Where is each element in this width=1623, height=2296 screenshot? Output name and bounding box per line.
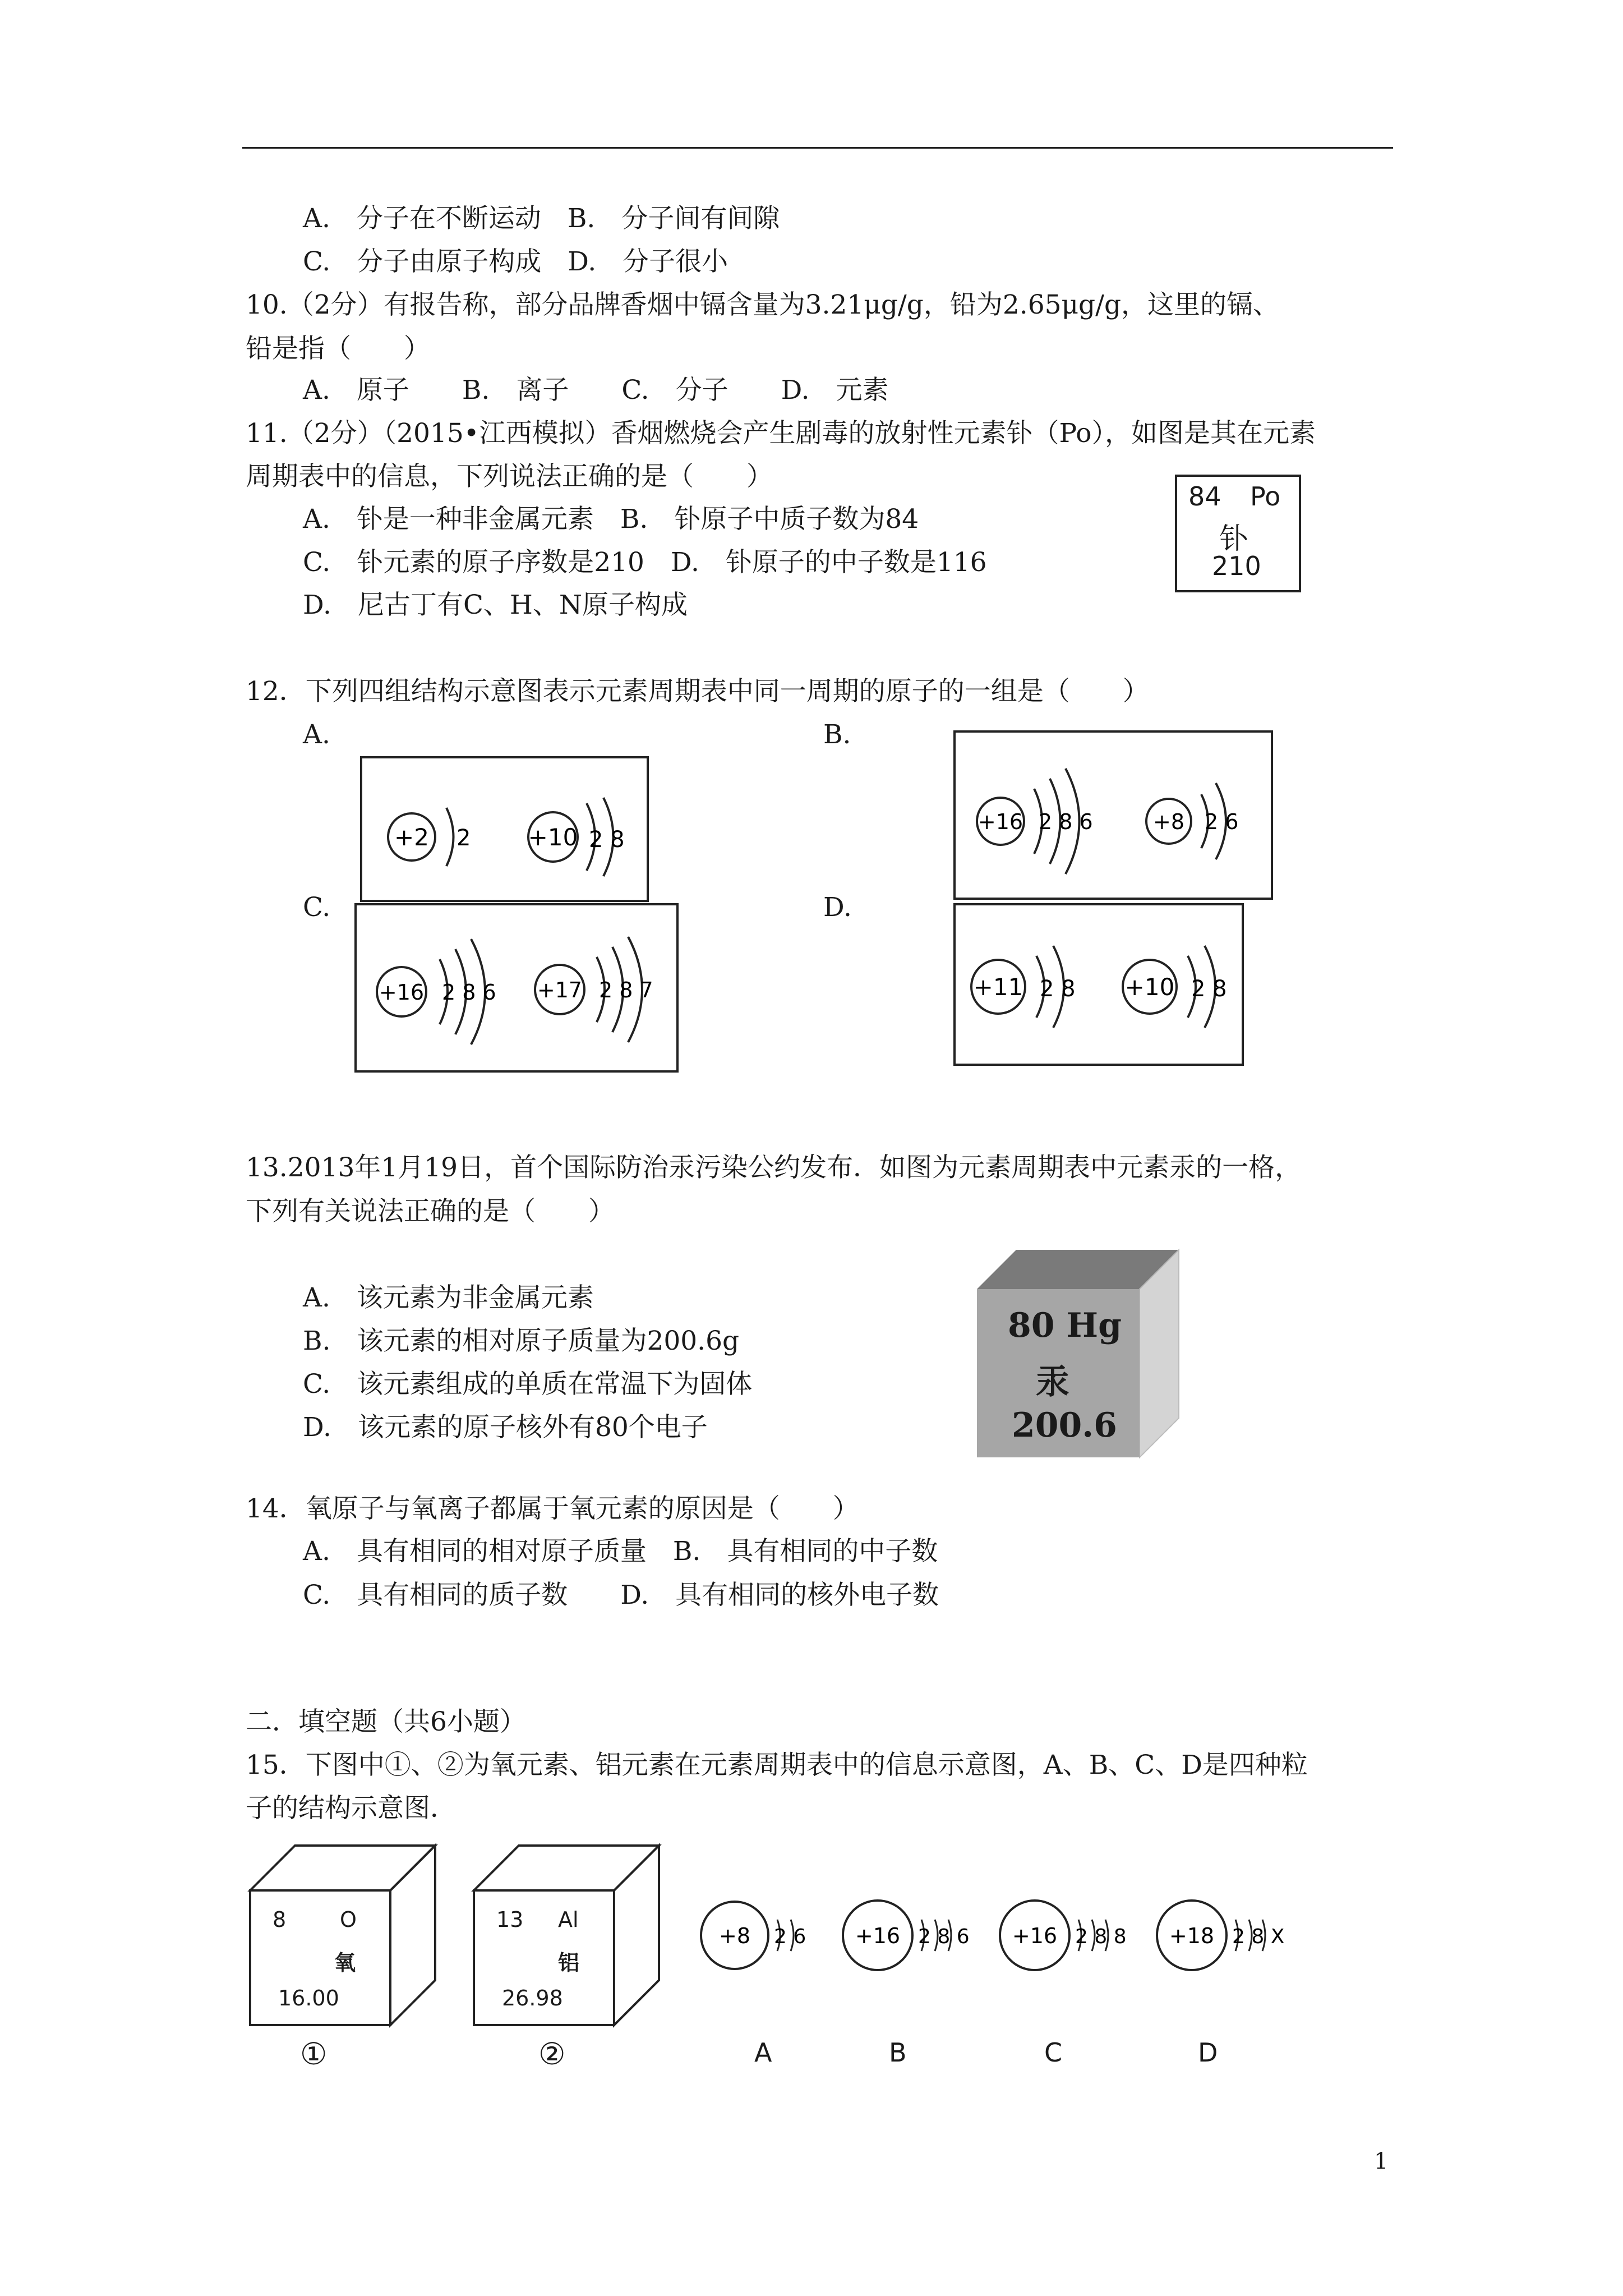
particle-a-label: A — [754, 2037, 772, 2068]
section-title: 二．填空题（共6小题） — [246, 1706, 526, 1737]
q11-option-d: D. 尼古丁有C、H、N原子构成 — [303, 590, 688, 620]
particle-a-electrons: 2 6 — [774, 1925, 806, 1948]
al-symbol: Al — [558, 1907, 579, 1932]
q12-d-svg — [956, 905, 1246, 1068]
al-cube-top — [474, 1846, 659, 1890]
al-name: 铝 — [558, 1950, 580, 1975]
q12-b-nucleus2-charge: +8 — [1152, 809, 1185, 834]
q13-option-b: B. 该元素的相对原子质量为200.6g — [303, 1326, 740, 1356]
polonium-element-cell — [1175, 475, 1301, 592]
q11-option-cd: C. 钋元素的原子序数是210 D. 钋原子的中子数是116 — [303, 547, 987, 578]
particle-d-label: D — [1198, 2037, 1218, 2068]
q12-diagram-a — [360, 756, 649, 902]
cube1-label: ① — [300, 2036, 328, 2072]
q13-stem-line2: 下列有关说法正确的是（ ） — [246, 1196, 615, 1227]
q12-b-svg — [956, 733, 1275, 902]
q12-stem: 12．下列四组结构示意图表示元素周期表中同一周期的原子的一组是（ ） — [246, 676, 1149, 707]
q14-options-line1: A. 具有相同的相对原子质量 B. 具有相同的中子数 — [303, 1536, 938, 1567]
q12-label-a: A. — [303, 719, 330, 750]
q12-a-electrons2: 2 8 — [589, 827, 625, 853]
q14-options-line2: C. 具有相同的质子数 D. 具有相同的核外电子数 — [303, 1580, 939, 1611]
o-cube-side — [390, 1846, 435, 2025]
al-atomic-number: 13 — [496, 1907, 524, 1932]
po-symbol: Po — [1250, 481, 1281, 512]
al-mass: 26.98 — [502, 1986, 563, 2010]
q10-stem-line1: 10.（2分）有报告称，部分品牌香烟中镉含量为3.21μg/g，铅为2.65μg/g，这里的镉、 — [246, 289, 1280, 320]
q12-diagram-d — [953, 903, 1244, 1066]
mercury-element-cube — [977, 1250, 1179, 1462]
cube2-label: ② — [538, 2036, 566, 2072]
q12-d-electrons1: 2 8 — [1040, 976, 1076, 1002]
o-atomic-number: 8 — [273, 1907, 287, 1932]
particle-c-electrons: 2 8 8 — [1075, 1925, 1127, 1948]
q15-particle-diagrams — [695, 1896, 1312, 2008]
particle-d-electrons: 2 8 X — [1232, 1925, 1285, 1948]
q9-options-line2: C. 分子由原子构成 D. 分子很小 — [303, 246, 728, 277]
q12-a-svg — [362, 758, 651, 904]
q15-stem-line1: 15．下图中①、②为氧元素、铝元素在元素周期表中的信息示意图，A、B、C、D是四种粒 — [246, 1750, 1308, 1780]
q10-options: A. 原子 B. 离子 C. 分子 D. 元素 — [303, 375, 889, 406]
particle-b-electrons: 2 8 6 — [918, 1925, 970, 1948]
q12-c-electrons1: 2 8 6 — [442, 980, 496, 1005]
q12-c-nucleus2-charge: +17 — [537, 978, 583, 1002]
q12-label-d: D. — [823, 892, 852, 923]
particle-a-charge: +8 — [718, 1924, 751, 1948]
q12-d-nucleus2-charge: +10 — [1124, 973, 1175, 1001]
q12-b-nucleus1-charge: +16 — [978, 809, 1023, 834]
q12-diagram-b — [953, 730, 1273, 900]
particle-a — [701, 1902, 806, 1969]
hg-mass: 200.6 — [1012, 1406, 1117, 1445]
q12-c-electrons2: 2 8 7 — [599, 978, 653, 1002]
q12-label-c: C. — [303, 892, 331, 923]
q11-option-ab: A. 钋是一种非金属元素 B. 钋原子中质子数为84 — [303, 504, 919, 535]
hg-number-symbol: 80 Hg — [1008, 1306, 1122, 1345]
o-cube-top — [250, 1846, 435, 1890]
q12-d-nucleus1-charge: +11 — [973, 973, 1023, 1001]
particle-d — [1157, 1901, 1284, 1970]
hg-name: 汞 — [1036, 1363, 1069, 1402]
o-mass: 16.00 — [278, 1986, 339, 2010]
q11-stem-line1: 11.（2分）（2015•江西模拟）香烟燃烧会产生剧毒的放射性元素钋（Po），如图是其在元素 — [246, 418, 1316, 449]
q12-a-nucleus1-charge: +2 — [394, 823, 429, 851]
particle-b-charge: +16 — [855, 1924, 901, 1948]
particle-d-charge: +18 — [1169, 1924, 1215, 1948]
q11-stem-line2: 周期表中的信息，下列说法正确的是（ ） — [246, 461, 773, 492]
page-number: 1 — [1374, 2148, 1389, 2174]
q12-a-shell — [446, 808, 454, 866]
particle-b — [843, 1901, 970, 1970]
po-name: 钋 — [1219, 522, 1249, 556]
q15-stem-line2: 子的结构示意图． — [246, 1793, 457, 1824]
q13-stem-line1: 13.2013年1月19日，首个国际防治汞污染公约发布．如图为元素周期表中元素汞的一格， — [246, 1152, 1302, 1183]
q12-diagram-c — [354, 903, 679, 1073]
q12-label-b: B. — [823, 719, 851, 750]
particle-b-label: B — [889, 2037, 907, 2068]
q12-b-electrons1: 2 8 6 — [1039, 809, 1093, 834]
q13-option-c: C. 该元素组成的单质在常温下为固体 — [303, 1369, 753, 1400]
header-rule — [242, 147, 1393, 149]
po-mass: 210 — [1212, 551, 1261, 581]
q12-c-nucleus1-charge: +16 — [379, 980, 425, 1005]
o-name: 氧 — [334, 1950, 356, 1975]
oxygen-element-cube — [250, 1846, 435, 2025]
particle-c — [1000, 1901, 1127, 1970]
al-cube-side — [614, 1846, 659, 2025]
q12-d-electrons2: 2 8 — [1191, 976, 1227, 1002]
aluminum-element-cube — [474, 1846, 659, 2025]
particle-c-label: C — [1044, 2037, 1063, 2068]
po-atomic-number: 84 — [1188, 481, 1221, 512]
q13-option-d: D. 该元素的原子核外有80个电子 — [303, 1412, 708, 1443]
q10-stem-line2: 铅是指（ ） — [246, 333, 430, 364]
q12-c-svg — [357, 905, 681, 1075]
q12-a-electrons1: 2 — [457, 825, 471, 851]
particle-c-charge: +16 — [1012, 1924, 1058, 1948]
q9-options-line1: A. 分子在不断运动 B. 分子间有间隙 — [303, 203, 780, 234]
q14-stem: 14．氧原子与氧离子都属于氧元素的原因是（ ） — [246, 1493, 859, 1524]
q12-a-nucleus2-charge: +10 — [528, 823, 578, 851]
q13-option-a: A. 该元素为非金属元素 — [303, 1282, 594, 1313]
q12-b-electrons2: 2 6 — [1205, 809, 1239, 834]
o-symbol: O — [340, 1907, 357, 1932]
